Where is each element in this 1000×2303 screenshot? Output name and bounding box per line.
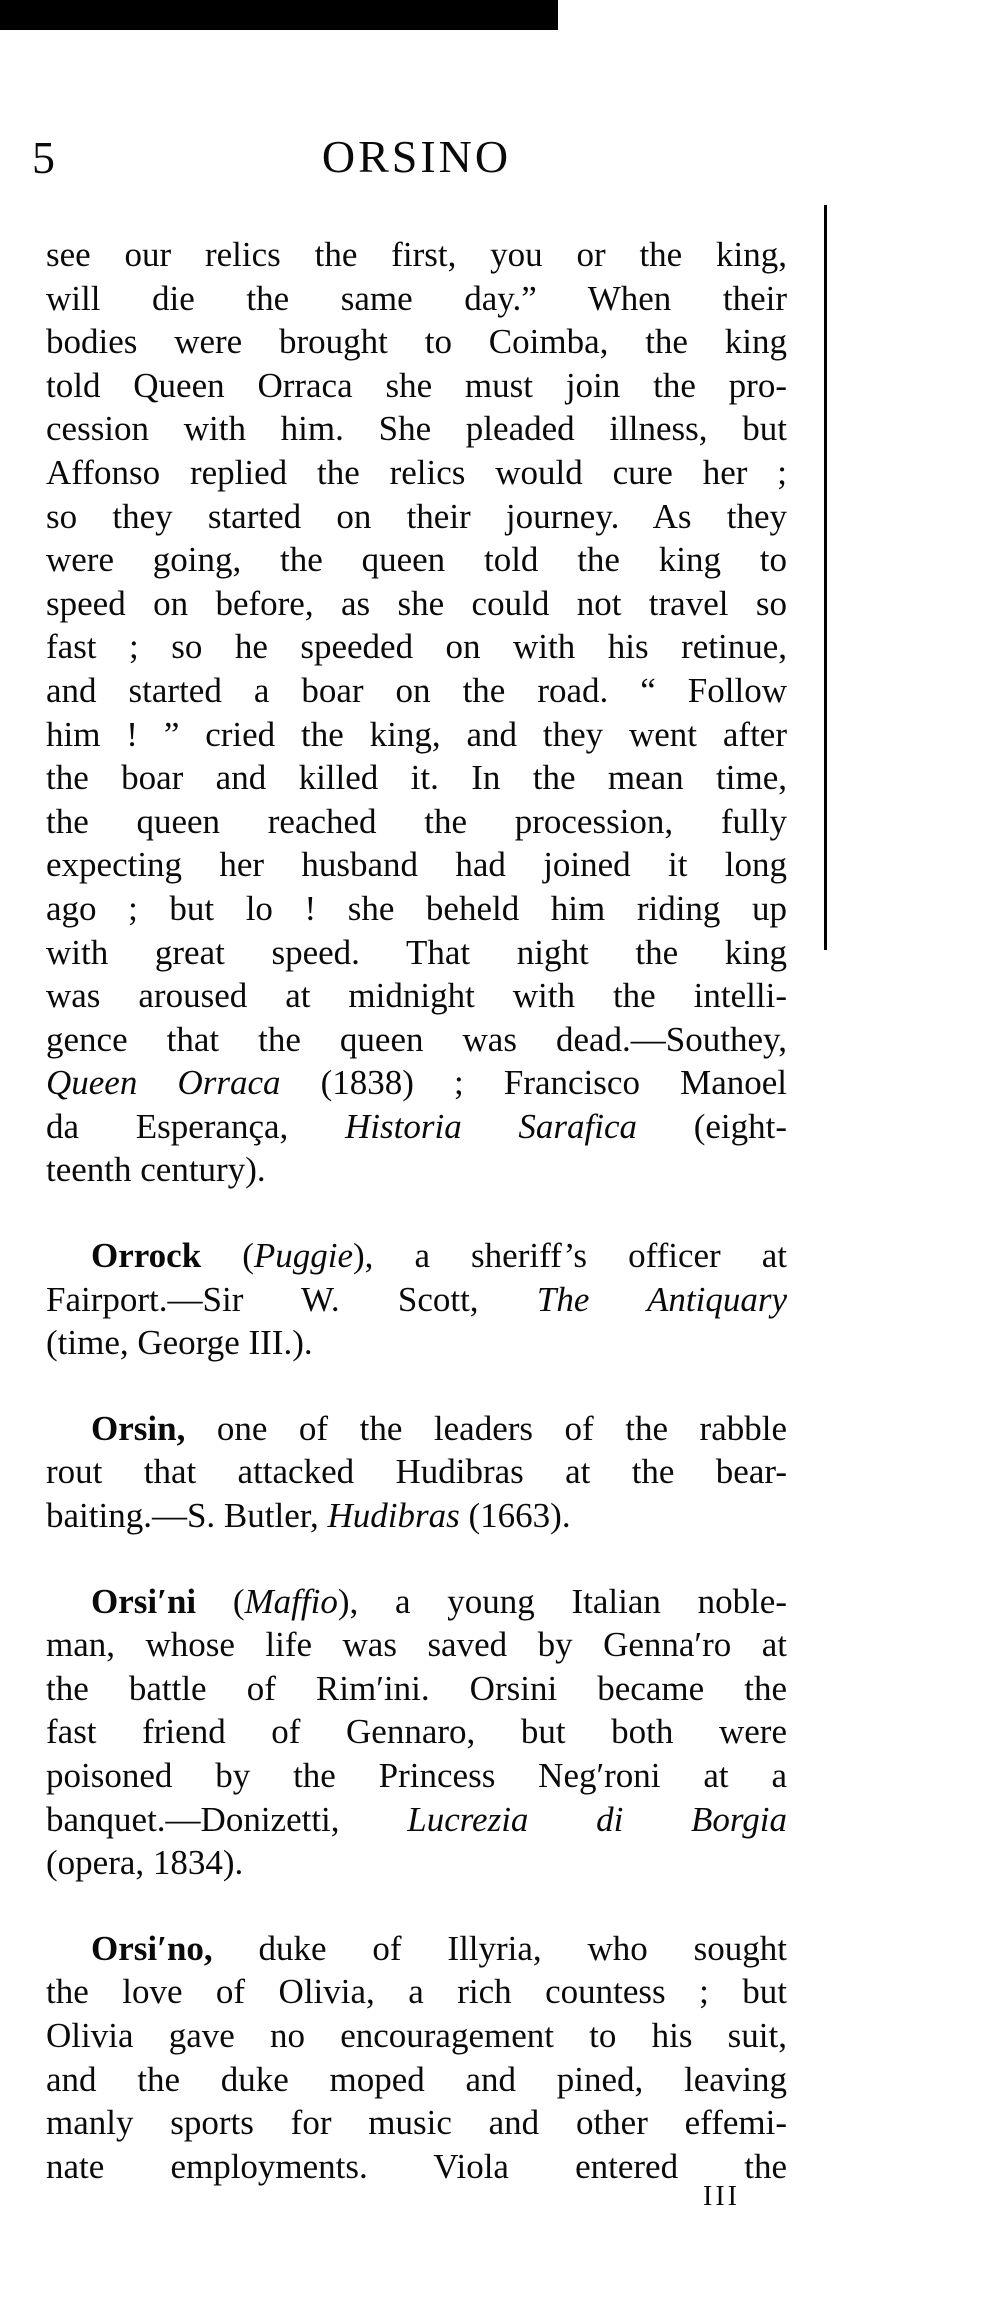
- text-line: [46, 495, 787, 539]
- text-segment: Lucrezia di Borgia: [407, 1799, 787, 1839]
- text-segment: (1838) ; Francisco Manoel: [280, 1063, 787, 1103]
- text-segment: (: [196, 1581, 245, 1621]
- text-line: [46, 1754, 787, 1798]
- text-segment: ), a young Italian noble-: [337, 1581, 787, 1621]
- text-segment: him ! ” cried the king, and they went after: [46, 714, 787, 754]
- text-segment: (1663).: [459, 1496, 571, 1536]
- text-segment: baiting.—S. Butler,: [46, 1496, 328, 1536]
- text-segment: Olivia gave no encouragement to his suit,: [46, 2015, 787, 2055]
- text-line: [46, 1623, 787, 1667]
- text-line: [46, 1927, 787, 1971]
- text-segment: so they started on their journey. As they: [46, 496, 787, 536]
- text-segment: were going, the queen told the king to: [46, 540, 787, 580]
- text-segment: Orrock: [91, 1236, 202, 1276]
- text-segment: teenth century).: [46, 1150, 266, 1190]
- paragraph: [46, 1234, 787, 1365]
- text-segment: Puggie: [253, 1236, 354, 1276]
- text-segment: the boar and killed it. In the mean time,: [46, 758, 787, 798]
- text-segment: (time, George III.).: [46, 1323, 313, 1363]
- text-line: [46, 800, 787, 844]
- text-line: [46, 1061, 787, 1105]
- text-segment: Orsi′ni: [91, 1581, 197, 1621]
- text-segment: Affonso replied the relics would cure her ;: [46, 452, 787, 492]
- text-line: [46, 1580, 787, 1624]
- text-line: [46, 451, 787, 495]
- text-line: [46, 2145, 787, 2189]
- text-line: [46, 625, 787, 669]
- paragraph: [46, 1927, 787, 2189]
- text-line: [46, 713, 787, 757]
- text-segment: and the duke moped and pined, leaving: [46, 2059, 787, 2099]
- text-line: [46, 364, 787, 408]
- text-segment: ), a sheriff’s officer at: [353, 1236, 787, 1276]
- text-segment: was aroused at midnight with the intelli-: [46, 976, 787, 1016]
- text-line: [46, 1148, 787, 1192]
- running-header: ORSINO: [321, 131, 512, 182]
- text-line: [46, 931, 787, 975]
- text-segment: one of the leaders of the rabble: [185, 1408, 787, 1448]
- text-segment: told Queen Orraca she must join the pro-: [46, 365, 787, 405]
- paragraph: [46, 1580, 787, 1885]
- text-line: [46, 1234, 787, 1278]
- text-line: [46, 2101, 787, 2145]
- text-line: [46, 1798, 787, 1842]
- text-line: [46, 407, 787, 451]
- text-segment: see our relics the first, you or the king,: [46, 235, 787, 274]
- text-line: [46, 538, 787, 582]
- text-line: [46, 1841, 787, 1885]
- text-segment: banquet.—Donizetti,: [46, 1799, 408, 1839]
- text-segment: Historia Sarafica: [345, 1106, 637, 1146]
- text-line: [46, 1018, 787, 1062]
- text-segment: (eight-: [637, 1106, 787, 1146]
- text-line: [46, 1970, 787, 2014]
- text-line: [46, 974, 787, 1018]
- text-segment: will die the same day.” When their: [46, 278, 787, 318]
- text-segment: The Antiquary: [536, 1279, 787, 1319]
- signature-mark: III: [703, 2181, 740, 2212]
- paragraph: [46, 233, 787, 1192]
- text-segment: duke of Illyria, who sought: [212, 1928, 787, 1968]
- text-line: [46, 1494, 787, 1538]
- text-segment: nate employments. Viola entered the: [46, 2146, 787, 2186]
- text-segment: fast friend of Gennaro, but both were: [46, 1712, 787, 1752]
- text-line: [46, 582, 787, 626]
- text-segment: Orsin,: [91, 1408, 186, 1448]
- text-segment: rout that attacked Hudibras at the bear-: [46, 1452, 787, 1492]
- text-segment: (opera, 1834).: [46, 1843, 244, 1883]
- text-segment: Fairport.—Sir W. Scott,: [46, 1279, 537, 1319]
- text-segment: manly sports for music and other effemi-: [46, 2103, 787, 2143]
- text-line: [46, 1407, 787, 1451]
- text-line: [46, 1321, 787, 1365]
- scan-artifact-right-line: [824, 205, 827, 950]
- text-line: [46, 1710, 787, 1754]
- text-line: [46, 1105, 787, 1149]
- text-line: [46, 887, 787, 931]
- text-segment: poisoned by the Princess Neg′roni at a: [46, 1756, 787, 1795]
- text-segment: the battle of Rim′ini. Orsini became the: [46, 1668, 787, 1708]
- text-segment: expecting her husband had joined it long: [46, 845, 787, 885]
- text-segment: with great speed. That night the king: [46, 932, 787, 972]
- text-segment: cession with him. She pleaded illness, but: [46, 409, 787, 449]
- text-line: [46, 756, 787, 800]
- page-body: [46, 233, 787, 2188]
- text-segment: bodies were brought to Coimba, the king: [46, 322, 787, 362]
- text-line: [46, 669, 787, 713]
- text-segment: da Esperança,: [46, 1106, 345, 1146]
- text-segment: man, whose life was saved by Genna′ro at: [46, 1625, 787, 1665]
- text-line: [46, 1667, 787, 1711]
- text-line: [46, 2014, 787, 2058]
- text-segment: gence that the queen was dead.—Southey,: [46, 1019, 787, 1059]
- text-segment: ago ; but lo ! she beheld him riding up: [46, 888, 787, 928]
- text-line: [46, 1450, 787, 1494]
- scan-artifact-top-bar: [0, 0, 558, 30]
- text-segment: Maffio: [244, 1581, 338, 1621]
- text-line: [46, 320, 787, 364]
- text-line: [46, 2058, 787, 2102]
- text-segment: Orsi′no,: [91, 1928, 213, 1968]
- text-line: [46, 843, 787, 887]
- text-segment: speed on before, as she could not travel so: [46, 583, 787, 623]
- text-segment: Queen Orraca: [46, 1063, 281, 1103]
- paragraph: [46, 1407, 787, 1538]
- text-segment: (: [201, 1236, 254, 1276]
- text-line: [46, 1278, 787, 1322]
- text-segment: the love of Olivia, a rich countess ; but: [46, 1972, 787, 2012]
- page-number: 5: [32, 132, 55, 183]
- text-segment: and started a boar on the road. “ Follow: [46, 670, 787, 710]
- text-line: [46, 233, 787, 277]
- text-segment: Hudibras: [327, 1496, 460, 1536]
- text-line: [46, 277, 787, 321]
- text-segment: fast ; so he speeded on with his retinue,: [46, 627, 787, 667]
- text-segment: the queen reached the procession, fully: [46, 801, 787, 841]
